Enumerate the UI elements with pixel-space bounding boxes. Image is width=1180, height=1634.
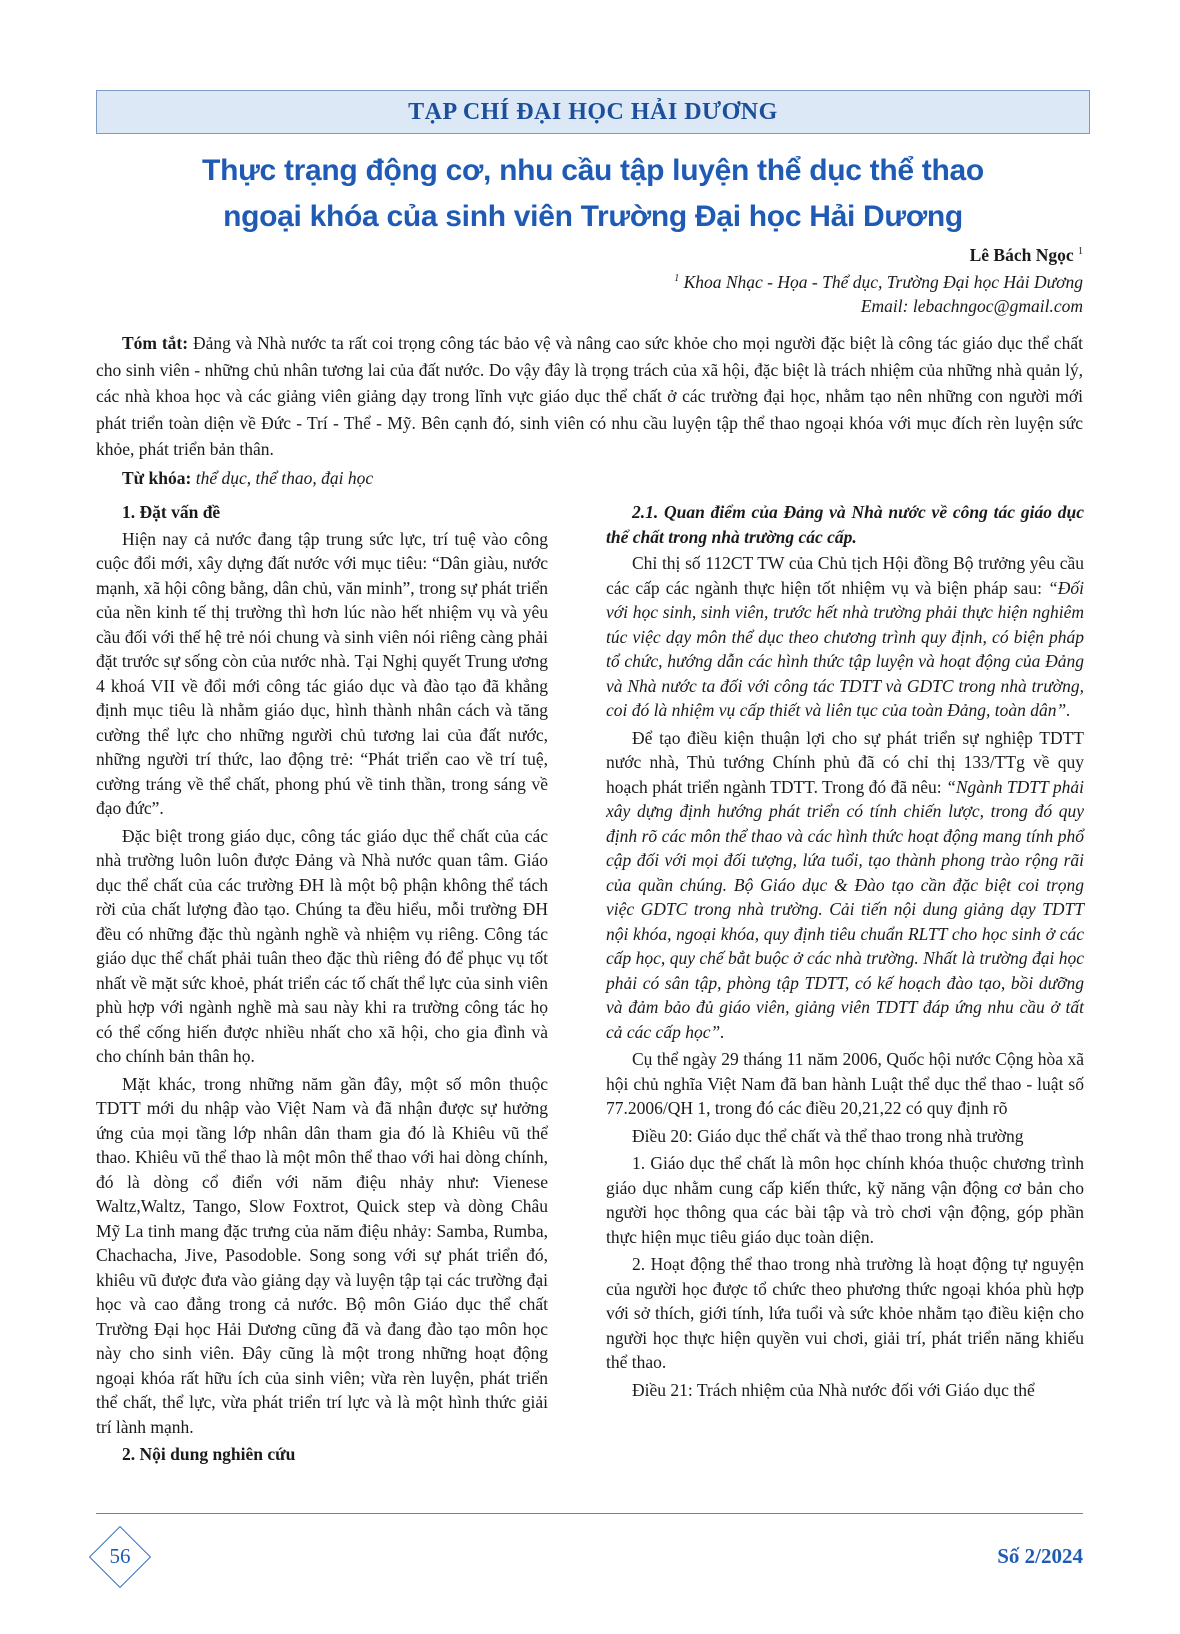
paragraph: Đặc biệt trong giáo dục, công tác giáo dục thể chất của các nhà trường luôn luôn được Đảng và Nhà nước quan tâm. Giáo dục thể chất của các trường ĐH là một bộ phận không thể tách rời của chất lượng đào tạo. Chúng ta đều hiểu, mỗi trường ĐH đều có những đặc thù ngành nghề và nhiệm vụ riêng. Công tác giáo dục thể chất phải tuân theo đặc thù riêng đó để phục vụ tốt nhất về mặt sức khoẻ, phát triển các tố chất thể lực của sinh viên phù hợp với ngành nghề mà sau này khi ra trường công tác họ có thể cống hiến được nhiều nhất cho xã hội, cho gia đình và cho chính bản thân họ.: [96, 825, 548, 1066]
keywords-label: Từ khóa:: [122, 468, 192, 488]
issue-label: Số 2/2024: [997, 1544, 1083, 1568]
section-heading-1: 1. Đặt vấn đề: [122, 502, 221, 522]
footer-divider: [96, 1513, 1083, 1514]
author-affiliation: Khoa Nhạc - Họa - Thể dục, Trường Đại học Hải Dương: [683, 271, 1083, 292]
author-sup: 1: [1078, 246, 1083, 257]
abstract-label: Tóm tắt:: [122, 333, 189, 353]
paragraph: Cụ thể ngày 29 tháng 11 năm 2006, Quốc hội nước Cộng hòa xã hội chủ nghĩa Việt Nam đã ban hành Luật thể dục thể thao - luật số 77.2006/QH 1, trong đó các điều 20,21,22 có quy định rõ: [606, 1049, 1084, 1118]
paragraph-quote: “Ngành TDTT phải xây dựng định hướng phát triển có tính chiến lược, trong đó quy định rõ các môn thể thao và các hình thức hoạt động mang tính phổ cập đối với mọi đối tượng, lứa tuổi, tạo thành phong trào rộng rãi của quần chúng. Bộ Giáo dục & Đào tạo cần đặc biệt coi trọng việc GDTC trong nhà trường. Cải tiến nội dung giảng dạy TDTT nội khóa, ngoại khóa, quy định tiêu chuẩn RLTT cho học sinh ở các cấp học, quy chế bắt buộc ở các nhà trường. Nhất là trường đại học phải có sân tập, phòng tập TDTT, có kế hoạch đào tạo, bồi dưỡng và đảm bảo đủ giáo viên, giảng viên TDTT đáp ứng nhu cầu ở tất cả các cấp học”.: [606, 776, 1084, 1042]
keywords: [122, 465, 373, 491]
abstract-text: Đảng và Nhà nước ta rất coi trọng công tác bảo vệ và nâng cao sức khỏe cho mọi người đặc biệt là công tác giáo dục thể chất cho sinh viên - những chủ nhân tương lai của đất nước. Do vậy đây là trọng trách của xã hội, đặc biệt là trách nhiệm của những nhà quản lý, các nhà khoa học và các giảng viên giảng dạy trong lĩnh vực giáo dục thể chất ở các trường đại học, nhằm tạo nên những con người mới phát triển toàn diện về Đức - Trí - Thể - Mỹ. Bên cạnh đó, sinh viên có nhu cầu luyện tập thể thao ngoại khóa với mục đích rèn luyện sức khỏe, phát triển bản thân.: [96, 333, 1083, 459]
paragraph: Điều 21: Trách nhiệm của Nhà nước đối với Giáo dục thể: [632, 1379, 1035, 1400]
paragraph-text: Chỉ thị số 112CT TW của Chủ tịch Hội đồng Bộ trưởng yêu cầu các cấp các ngành thực hiện tốt nhiệm vụ và biện pháp sau:: [606, 553, 1084, 598]
title-line-1: Thực trạng động cơ, nhu cầu tập luyện thể dục thể thao: [202, 154, 984, 187]
author-block: [674, 240, 1083, 318]
paragraph: Điều 20: Giáo dục thể chất và thể thao trong nhà trường: [632, 1125, 1024, 1146]
page-number: 56: [109, 1544, 131, 1568]
paragraph: 1. Giáo dục thể chất là môn học chính khóa thuộc chương trình giáo dục nhằm cung cấp kiến thức, kỹ năng vận động cơ bản cho người học thông qua các bài tập và trò chơi vận động, góp phần thực hiện mục tiêu giáo dục toàn diện.: [606, 1153, 1084, 1247]
paragraph: 2. Hoạt động thể thao trong nhà trường là hoạt động tự nguyện của người học được tổ chức theo phương thức ngoại khóa phù hợp với sở thích, giới tính, lứa tuổi và sức khỏe nhằm tạo điều kiện cho người học thực hiện quyền vui chơi, giải trí, phát triển năng khiếu thể thao.: [606, 1254, 1084, 1372]
author-name: Lê Bách Ngọc: [969, 244, 1074, 265]
affiliation-sup: 1: [674, 272, 680, 284]
title-line-2: ngoại khóa của sinh viên Trường Đại học Hải Dương: [223, 200, 963, 233]
article-title: [96, 148, 1090, 240]
abstract: [96, 330, 1083, 463]
paragraph-quote: “Đối với học sinh, sinh viên, trước hết nhà trường phải thực hiện nghiêm túc việc dạy môn thể dục theo chương trình quy định, có biện pháp tổ chức, hướng dẫn các hình thức tập luyện và hoạt động của Đảng và Nhà nước ta đối với công tác TDTT và GDTC trong nhà trường, coi đó là nhiệm vụ cấp thiết và liên tục của toàn Đảng, toàn dân”.: [606, 577, 1084, 720]
paragraph: [606, 551, 1084, 723]
paragraph: Mặt khác, trong những năm gần đây, một số môn thuộc TDTT mới du nhập vào Việt Nam và đã nhận được sự hưởng ứng của mọi tầng lớp nhân dân tham gia đó là Khiêu vũ thể thao. Khiêu vũ thể thao là một môn thể thao với hai dòng chính, đó là dòng cổ điển với năm điệu nhảy như: Vienese Waltz,Waltz, Tango, Slow Foxtrot, Quick step và dòng Châu Mỹ La tinh mang đặc trưng của năm điệu nhảy: Samba, Rumba, Chachacha, Jive, Pasodoble. Song song với sự phát triển đó, khiêu vũ được đưa vào giảng dạy và luyện tập tại các trường đại học và cao đẳng trong cả nước. Bộ môn Giáo dục thể chất Trường Đại học Hải Dương cũng đã và đang đào tạo môn học này cho sinh viên. Đây cũng là một trong những hoạt động ngoại khóa rất hữu ích của sinh viên; vừa rèn luyện, phát triển thể chất, thể lực, vừa phát triển trí lực và là một hình thức giải trí lành mạnh.: [96, 1073, 548, 1437]
keywords-text: thể dục, thể thao, đại học: [195, 468, 374, 488]
right-column: [606, 500, 1084, 1405]
section-heading-2: 2. Nội dung nghiên cứu: [122, 1444, 296, 1464]
paragraph: Hiện nay cả nước đang tập trung sức lực, trí tuệ vào công cuộc đổi mới, xây dựng đất nước với mục tiêu: “Dân giàu, nước mạnh, xã hội công bằng, dân chủ, văn minh”, trong sự phát triển của nền kinh tế thị trường thì hơn lúc nào hết nhiệm vụ và yêu cầu đối với thế hệ trẻ nói chung và sinh viên nói riêng càng phải đặt trước sự sống còn của nước nhà. Tại Nghị quyết Trung ương 4 khoá VII về đổi mới công tác giáo dục và đào tạo đã khẳng định mục tiêu là nhằm giáo dục, hình thành nhân cách và tăng cường thể lực cho những người chủ tương lai của đất nước, những người trí thức, lao động trẻ: “Phát triển cao về trí tuệ, cường tráng về thể chất, phong phú về tinh thần, trong sáng về đạo đức”.: [96, 528, 548, 818]
journal-banner: [96, 90, 1090, 134]
journal-name: TẠP CHÍ ĐẠI HỌC HẢI DƯƠNG: [408, 98, 778, 125]
subsection-heading: 2.1. Quan điểm của Đảng và Nhà nước về công tác giáo dục thể chất trong nhà trường các cấp.: [606, 502, 1084, 547]
left-column: [96, 500, 548, 1469]
paragraph: [606, 726, 1084, 1045]
paragraph-text: Để tạo điều kiện thuận lợi cho sự phát triển sự nghiệp TDTT nước nhà, Thủ tướng Chính phủ đã có chỉ thị 133/TTg về quy hoạch phát triển ngành TDTT. Trong đó đã nêu:: [606, 727, 1084, 797]
author-email: Email: lebachngoc@gmail.com: [860, 295, 1083, 316]
